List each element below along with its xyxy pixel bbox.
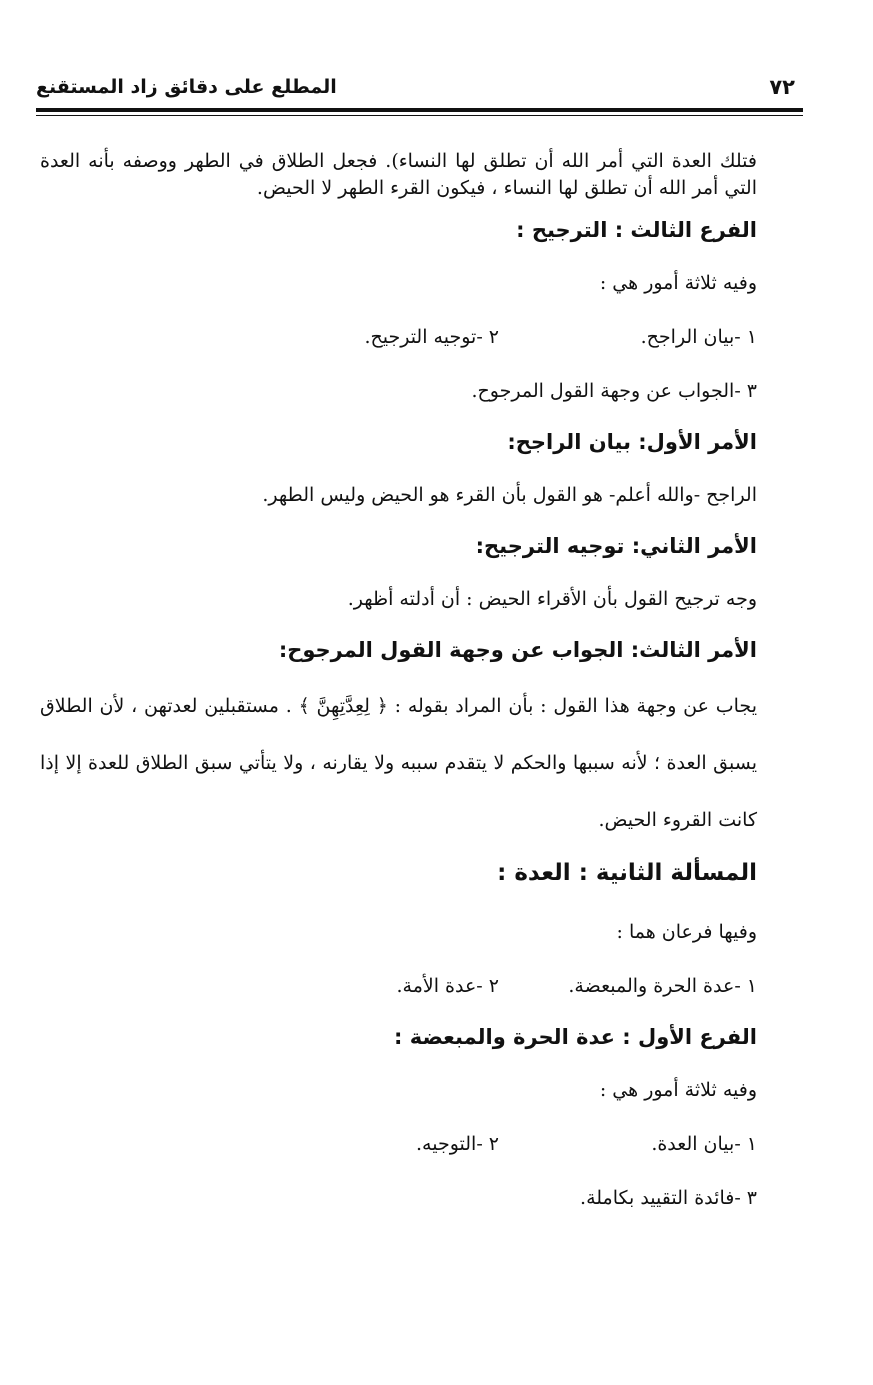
issue2-heading: المسألة الثانية : العدة : (497, 860, 757, 886)
issue2-items-row (40, 961, 757, 1015)
branch1-items-row (40, 1119, 757, 1173)
branch1-heading: الفرع الأول : عدة الحرة والمبعضة : (394, 1025, 757, 1049)
branch3-heading: الفرع الثالث : الترجيح : (516, 218, 757, 242)
issue2-intro: وفيها فرعان هما : (616, 921, 757, 943)
matter1-text: الراجح -والله أعلم- هو القول بأن القرء هو الحيض وليس الطهر. (262, 484, 757, 506)
matter2-text: وجه ترجيح القول بأن الأقراء الحيض : أن أدلته أظهر. (347, 588, 757, 610)
quran-quote: ﴿ لِعِدَّتِهِنَّ ﴾ (298, 695, 388, 717)
branch3-item-1: ١ -بيان الراجح. (640, 326, 757, 348)
branch3-item-2: ٢ -توجيه الترجيح. (364, 326, 499, 348)
page-number: ٧٢ (769, 75, 795, 99)
matter2-heading: الأمر الثاني: توجيه الترجيح: (475, 534, 757, 558)
intro-paragraph: فتلك العدة التي أمر الله أن تطلق لها النساء). فجعل الطلاق في الطهر ووصفه بأنه العدة التي أمر الله أن تطلق لها النساء ، فيكون القرء الطهر لا الحيض. (40, 150, 757, 199)
branch3-item-3: ٣ -الجواب عن وجهة القول المرجوح. (471, 380, 757, 402)
matter3-heading: الأمر الثالث: الجواب عن وجهة القول المرجوح: (278, 638, 757, 662)
matter1-heading: الأمر الأول: بيان الراجح: (507, 430, 757, 454)
issue2-item-1: ١ -عدة الحرة والمبعضة. (568, 975, 757, 997)
page-header (36, 70, 795, 104)
branch3-intro: وفيه ثلاثة أمور هي : (599, 272, 757, 294)
matter3-text-after: . مستقبلين لعدتهن ، لأن الطلاق يسبق العدة ؛ لأنه سببها والحكم لا يتقدم سببه ولا يقارنه ، ولا يتأتي سبق الطلاق للعدة إلا إذا كانت القروء الحيض. (40, 695, 757, 831)
running-title: المطلع على دقائق زاد المستقنع (36, 76, 337, 98)
header-rule-thin (36, 115, 803, 116)
page-body (40, 148, 757, 1227)
matter3-text-before: يجاب عن وجهة هذا القول : بأن المراد بقوله : (387, 695, 757, 717)
branch1-item-2: ٢ -التوجيه. (416, 1133, 499, 1155)
matter3-paragraph (40, 678, 757, 849)
header-rule-thick (36, 108, 803, 112)
branch1-intro: وفيه ثلاثة أمور هي : (599, 1079, 757, 1101)
branch3-items-row (40, 312, 757, 366)
branch1-item-3: ٣ -فائدة التقييد بكاملة. (580, 1187, 757, 1209)
issue2-item-2: ٢ -عدة الأمة. (396, 975, 499, 997)
branch1-item-1: ١ -بيان العدة. (651, 1133, 757, 1155)
